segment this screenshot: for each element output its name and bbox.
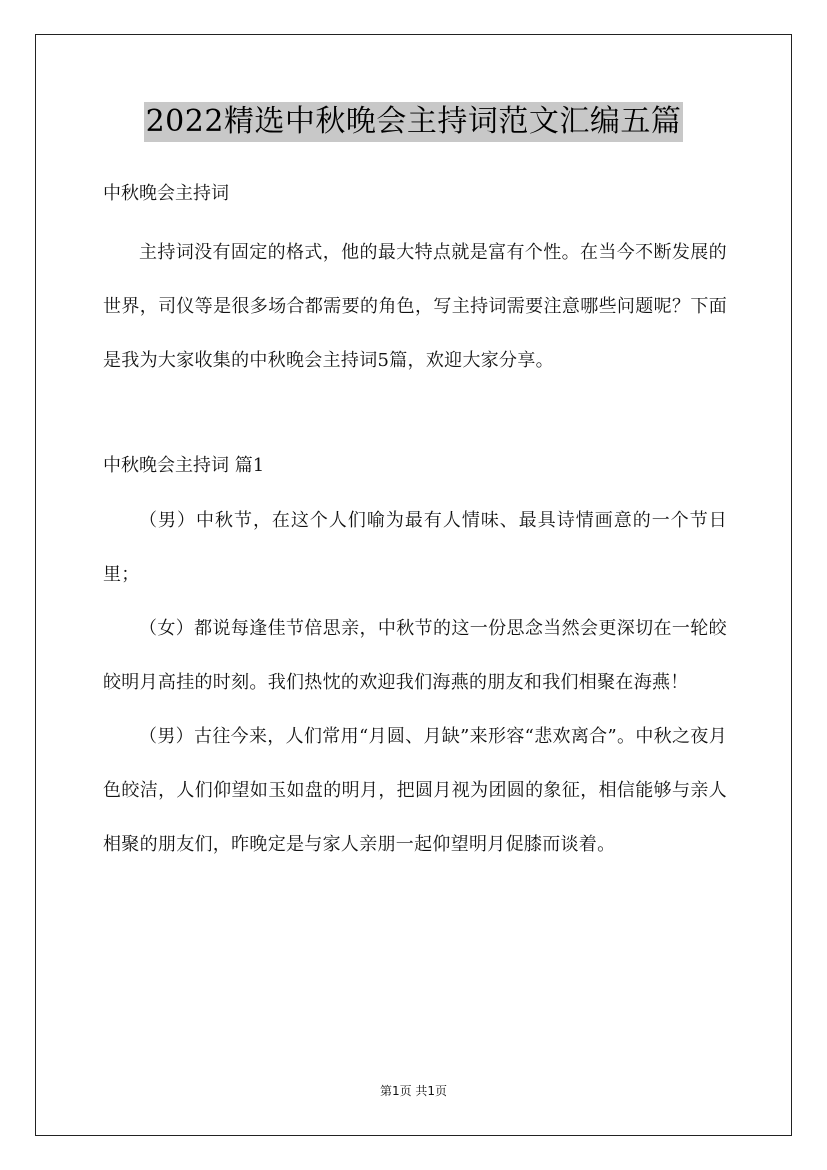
document-body	[103, 176, 727, 872]
intro-paragraph: 主持词没有固定的格式，他的最大特点就是富有个性。在当今不断发展的世界，司仪等是很多场合都需要的角色，写主持词需要注意哪些问题呢？下面是我为大家收集的中秋晚会主持词5篇，欢迎大家分享。	[103, 242, 727, 371]
page-footer: 第1页 共1页	[379, 1084, 448, 1098]
paragraph: （男）古往今来，人们常用“月圆、月缺”来形容“悲欢离合”。中秋之夜月色皎洁，人们仰望如玉如盘的明月，把圆月视为团圆的象征，相信能够与亲人相聚的朋友们，昨晚定是与家人亲朋一起仰望明月促膝而谈着。	[103, 726, 727, 855]
document-title: 2022精选中秋晚会主持词范文汇编五篇	[144, 102, 684, 142]
part1-heading: 中秋晚会主持词 篇1	[103, 455, 265, 476]
paragraph: （女）都说每逢佳节倍思亲，中秋节的这一份思念当然会更深切在一轮皎皎明月高挂的时刻。我们热忱的欢迎我们海燕的朋友和我们相聚在海燕！	[103, 618, 727, 693]
title-area	[0, 102, 827, 142]
paragraph: （男）中秋节，在这个人们喻为最有人情味、最具诗情画意的一个节日里；	[103, 510, 727, 585]
section-heading: 中秋晚会主持词	[103, 183, 229, 204]
